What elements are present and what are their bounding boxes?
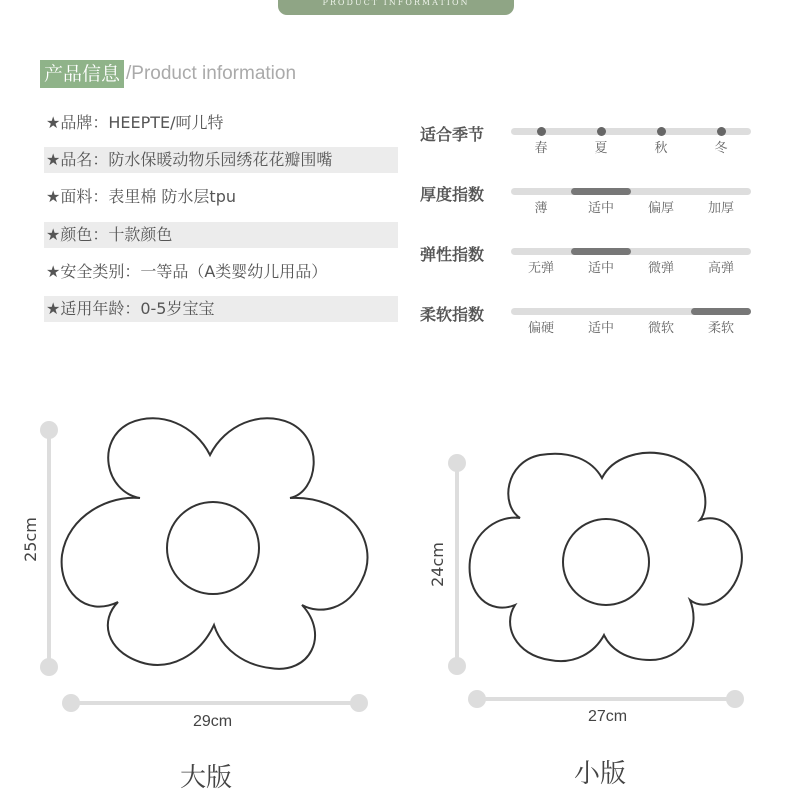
index-level-1-1: 适中 xyxy=(587,201,614,216)
index-level-3-2: 微软 xyxy=(647,321,674,336)
index-selected-1-1 xyxy=(571,188,631,195)
index-level-3-3: 柔软 xyxy=(707,321,734,336)
index-label-2: 弹性指数 xyxy=(420,245,485,264)
index-level-0-3: 冬 xyxy=(714,141,728,156)
index-level-0-0: 春 xyxy=(534,141,548,156)
large-height-label: 25cm xyxy=(20,517,40,562)
large-bib-outline xyxy=(62,418,368,669)
small-height-label: 24cm xyxy=(427,542,447,587)
index-level-3-1: 适中 xyxy=(587,321,614,336)
index-level-1-3: 加厚 xyxy=(707,201,734,216)
banner-text: PRODUCT INFORMATION xyxy=(322,0,470,7)
info-color: ★颜色：十款颜色 xyxy=(44,222,398,248)
small-width-label: 27cm xyxy=(588,708,628,725)
index-dot-0-3 xyxy=(717,127,726,136)
large-width-label: 29cm xyxy=(193,713,233,730)
index-dot-0-1 xyxy=(597,127,606,136)
index-level-1-2: 偏厚 xyxy=(647,201,674,216)
index-selected-2-1 xyxy=(571,248,631,255)
index-track-1 xyxy=(511,188,751,195)
index-level-2-3: 高弹 xyxy=(707,261,734,276)
section-title-chinese: 产品信息 xyxy=(40,60,124,88)
index-level-2-1: 适中 xyxy=(587,261,614,276)
section-title xyxy=(40,60,296,88)
index-selected-3-3 xyxy=(691,308,751,315)
index-level-0-2: 秋 xyxy=(654,141,668,156)
info-product-name: ★品名：防水保暖动物乐园绣花花瓣围嘴 xyxy=(44,147,398,173)
index-label-1: 厚度指数 xyxy=(420,185,485,204)
index-level-1-0: 薄 xyxy=(534,201,548,216)
large-size-title: 大版 xyxy=(180,763,233,793)
index-track-0 xyxy=(511,128,751,135)
small-size-title: 小版 xyxy=(574,759,627,789)
index-label-0: 适合季节 xyxy=(420,125,485,144)
info-age-range: ★适用年龄：0-5岁宝宝 xyxy=(44,296,398,322)
index-level-3-0: 偏硬 xyxy=(527,321,554,336)
small-bib-outline xyxy=(470,453,742,661)
index-level-0-1: 夏 xyxy=(594,141,608,156)
index-label-3: 柔软指数 xyxy=(420,305,485,324)
small-height-dimension-line xyxy=(448,454,466,675)
index-level-2-2: 微弹 xyxy=(647,261,674,276)
info-safety-class: ★安全类别：一等品（A类婴幼儿用品） xyxy=(46,262,328,281)
product-information-banner xyxy=(278,0,514,15)
section-title-english: /Product information xyxy=(126,63,297,84)
large-height-dimension-line xyxy=(40,421,58,676)
index-dot-0-0 xyxy=(537,127,546,136)
large-width-dimension-line xyxy=(62,694,368,712)
index-level-2-0: 无弹 xyxy=(527,261,554,276)
info-brand: ★品牌：HEEPTE/呵儿特 xyxy=(46,113,224,132)
small-width-dimension-line xyxy=(468,690,744,708)
info-fabric: ★面料：表里棉 防水层tpu xyxy=(46,187,237,206)
index-track-2 xyxy=(511,248,751,255)
index-dot-0-2 xyxy=(657,127,666,136)
